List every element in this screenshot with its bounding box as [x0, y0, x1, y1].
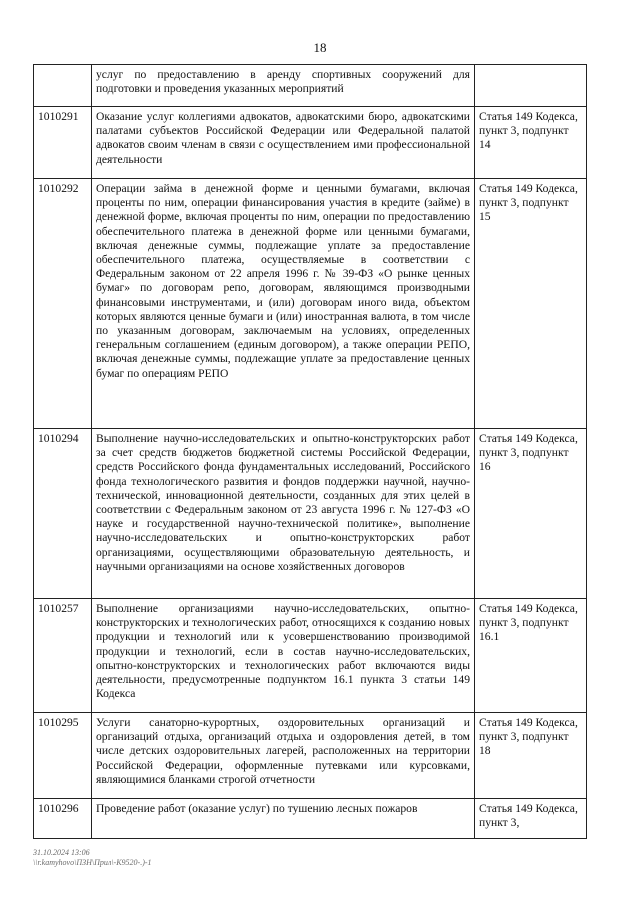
table-row: [34, 107, 587, 179]
table-row: [34, 179, 587, 429]
table-row: [34, 713, 587, 799]
row-description: Проведение работ (оказание услуг) по тушению лесных пожаров: [92, 799, 475, 839]
row-code: 1010292: [34, 179, 92, 429]
row-description: Выполнение организациями научно-исследовательских, опытно-конструкторских и технологических работ, относящихся к созданию новых продукции и технологий или к усовершенствованию производимой продукции и технологий, если в состав научно-исследовательских, опытно-конструкторских и технологических работ включаются виды деятельности, предусмотренные подпунктом 16.1 пункта 3 статьи 149 Кодекса: [92, 599, 475, 713]
row-code: [34, 65, 92, 107]
row-code: 1010257: [34, 599, 92, 713]
row-description: Оказание услуг коллегиями адвокатов, адвокатскими бюро, адвокатскими палатами субъектов Российской Федерации или Федеральной палатой адвокатов своим членам в связи с осуществлением ими профессиональной деятельности: [92, 107, 475, 179]
table-row: [34, 599, 587, 713]
row-reference: [475, 65, 587, 107]
row-code: 1010295: [34, 713, 92, 799]
row-reference: Статья 149 Кодекса, пункт 3, подпункт 14: [475, 107, 587, 179]
print-footer: [33, 848, 152, 868]
row-reference: Статья 149 Кодекса, пункт 3, подпункт 16.1: [475, 599, 587, 713]
footer-file-path: \\r.kamyhovo\ПЗН\Прил\-К9520-.)-1: [33, 858, 152, 867]
footer-timestamp: 31.10.2024 13:06: [33, 848, 90, 857]
row-reference: Статья 149 Кодекса, пункт 3,: [475, 799, 587, 839]
row-description: услуг по предоставлению в аренду спортивных сооружений для подготовки и проведения указанных мероприятий: [92, 65, 475, 107]
table-row: [34, 429, 587, 599]
row-code: 1010291: [34, 107, 92, 179]
row-description: Операции займа в денежной форме и ценными бумагами, включая проценты по ним, операции финансирования участия в кредите (займе) в денежной форме, включая проценты по ним, операции по предоставлению обеспечительного платежа в денежной форме или ценными бумагами, включая денежные суммы, подлежащие уплате за предоставление обеспечительного платежа, осуществляемые в соответствии с Федеральным законом от 22 апреля 1996 г. № 39-ФЗ «О рынке ценных бумаг» по договорам репо, договорам, являющимся производными финансовыми инструментами, и (или) договорам иного вида, объектом которых являются ценные бумаги и (или) иностранная валюта, в том числе по указанным договорам, заключаемым на условиях, определенных генеральным соглашением (единым договором), а также операции РЕПО, включая денежные суммы, подлежащие уплате за предоставление ценных бумаг по операциям РЕПО: [92, 179, 475, 429]
table-row: [34, 65, 587, 107]
row-code: 1010294: [34, 429, 92, 599]
row-reference: Статья 149 Кодекса, пункт 3, подпункт 15: [475, 179, 587, 429]
page-number: 18: [313, 40, 327, 55]
row-code: 1010296: [34, 799, 92, 839]
row-description: Выполнение научно-исследовательских и опытно-конструкторских работ за счет средств бюджетов бюджетной системы Российской Федерации, средств Российского фонда фундаментальных исследований, Российского фонда технологического развития и фондов поддержки научной, научно-технической, инновационной деятельности, созданных для этих целей в соответствии с Федеральным законом от 23 августа 1996 г. № 127-ФЗ «О науке и государственной научно-технической политике», выполнение научно-исследовательских и опытно-конструкторских работ организациями, осуществляющими образовательную деятельность, и научными организациями на основе хозяйственных договоров: [92, 429, 475, 599]
row-description: Услуги санаторно-курортных, оздоровительных организаций и организаций отдыха, организаций отдыха и оздоровления детей, в том числе детских оздоровительных лагерей, расположенных на территории Российской Федерации, оформленные путевками или курсовками, являющимися бланками строгой отчетности: [92, 713, 475, 799]
row-reference: Статья 149 Кодекса, пункт 3, подпункт 16: [475, 429, 587, 599]
codes-table: [33, 64, 587, 839]
row-reference: Статья 149 Кодекса, пункт 3, подпункт 18: [475, 713, 587, 799]
table-row: [34, 799, 587, 839]
